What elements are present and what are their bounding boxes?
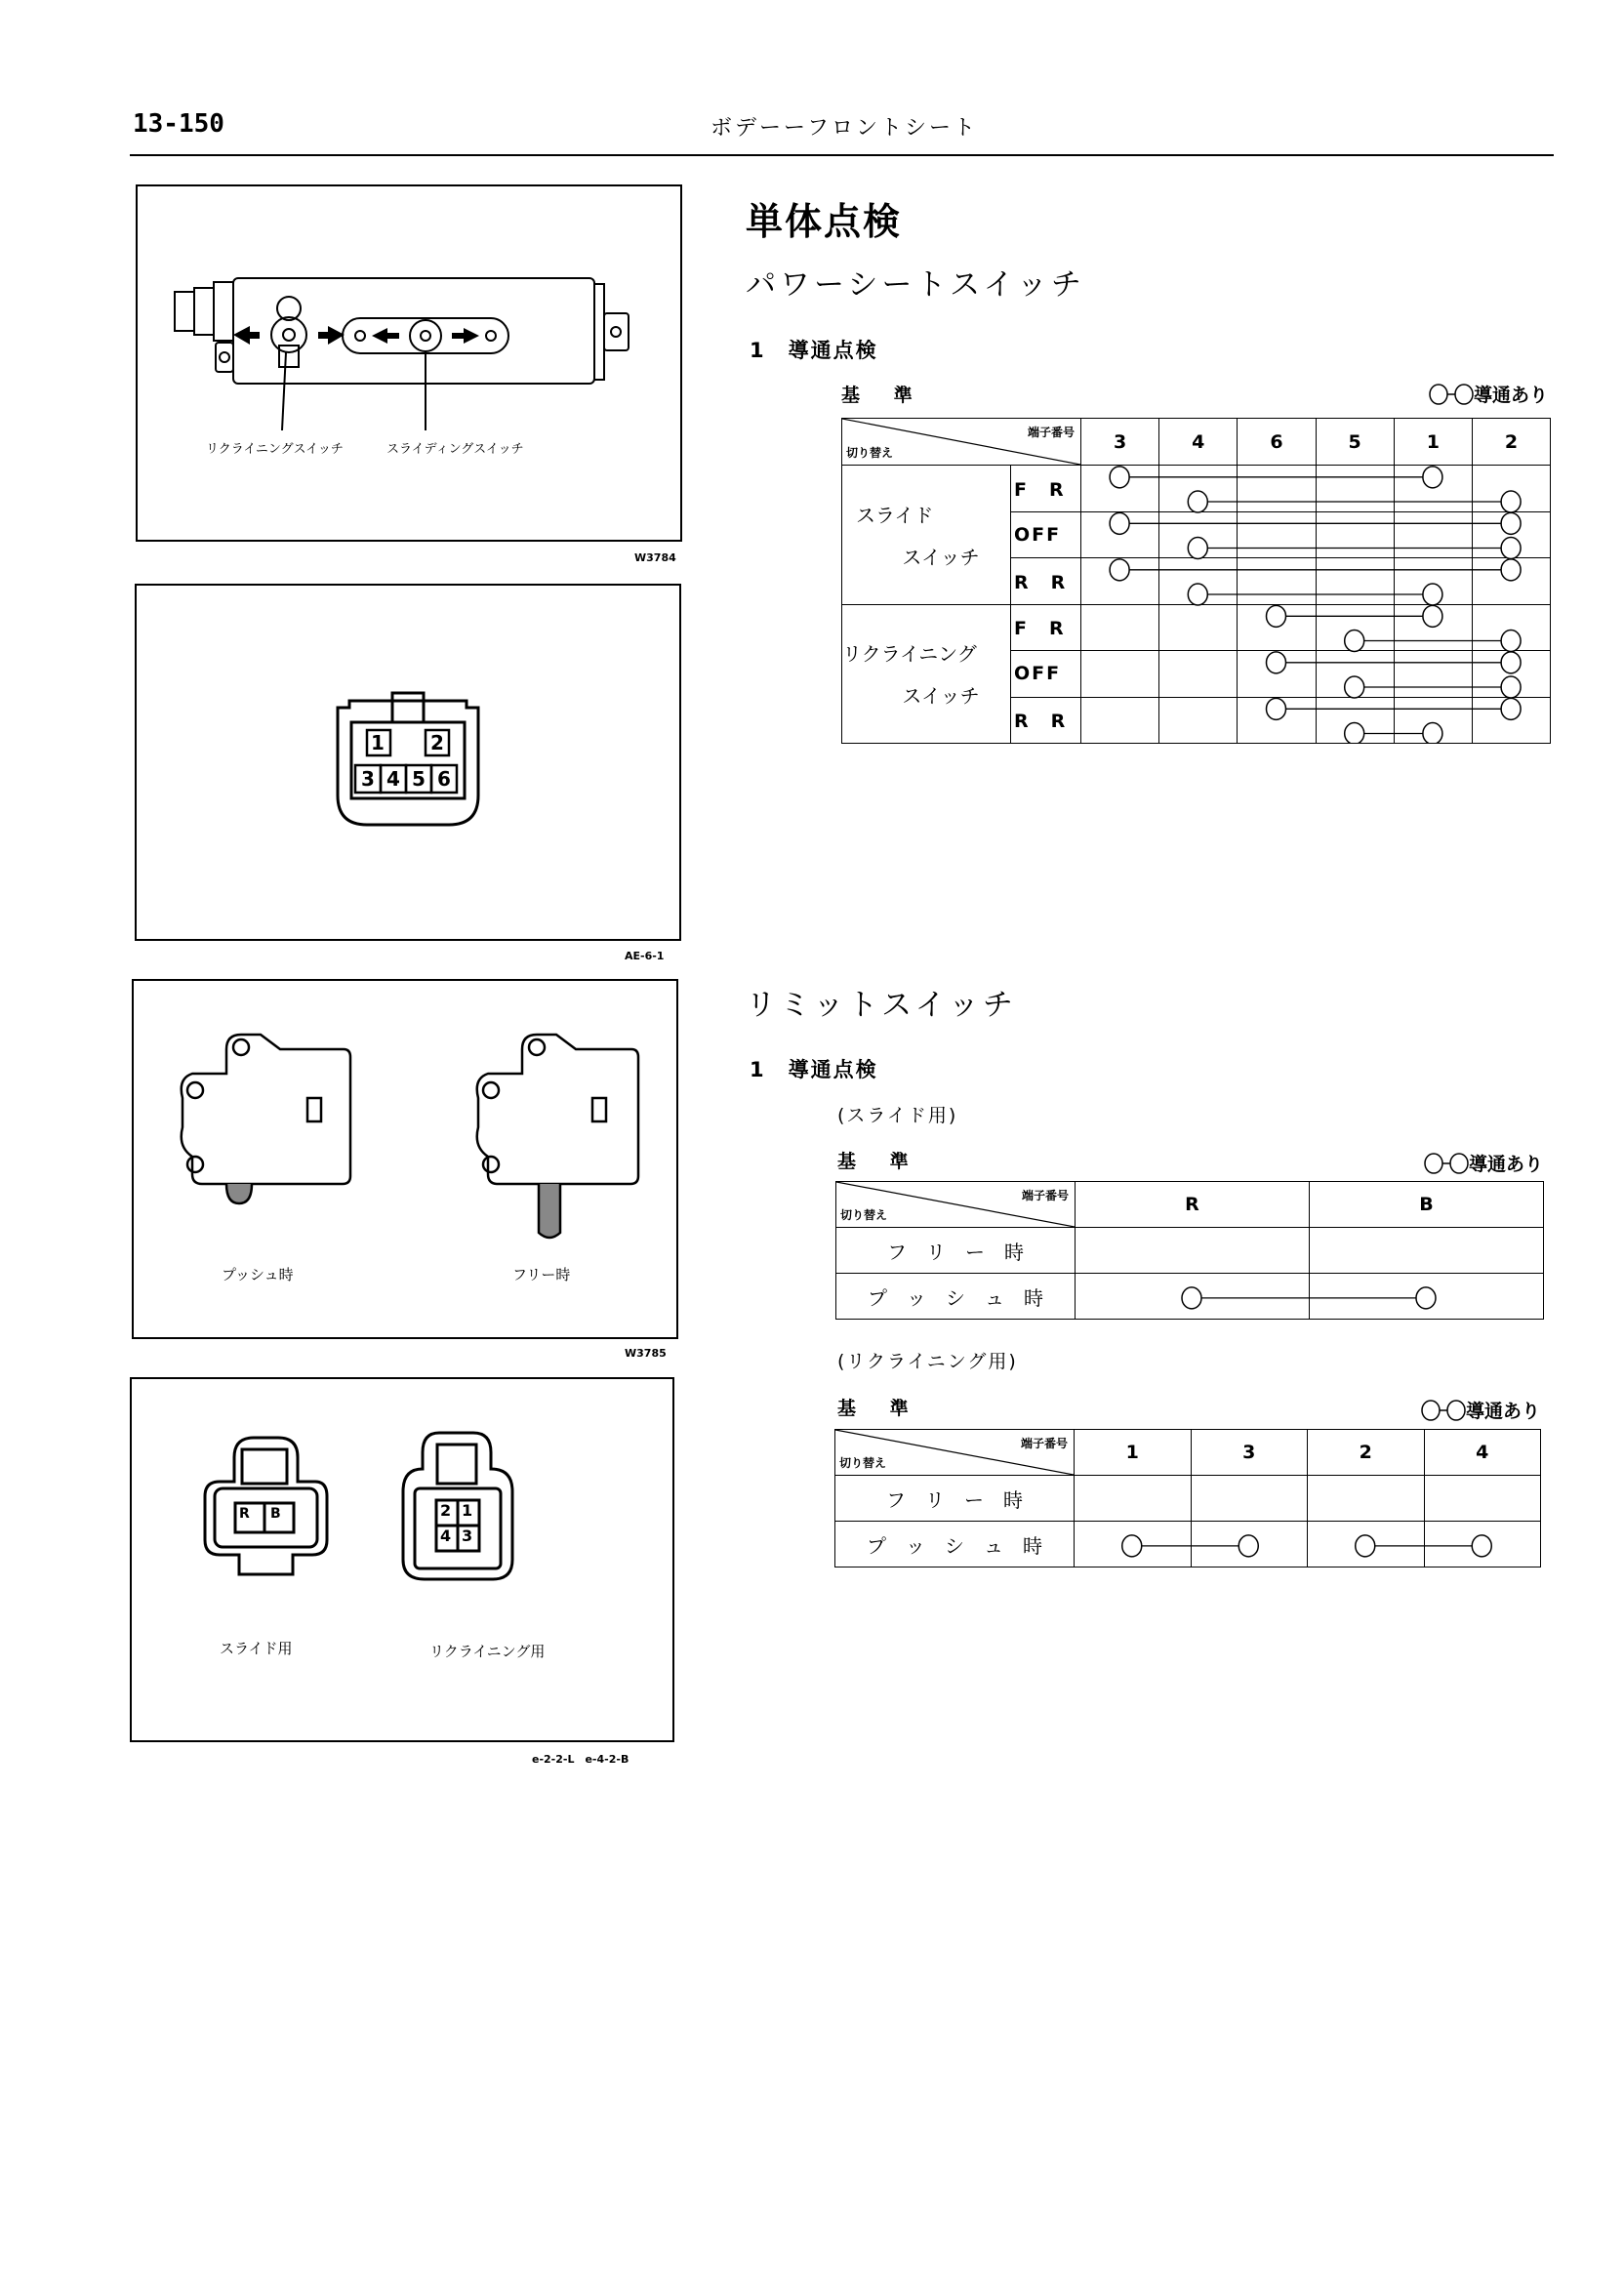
continuity-legend [1429,381,1548,407]
free-label: フリー時 [512,1266,571,1283]
terminal-number-label: 端子番号 [1021,1189,1069,1202]
slide-subtitle: (スライド用) [837,1105,958,1126]
pin-1: 1 [462,1501,473,1520]
power-seat-switch-drawing [138,186,680,540]
terminal-header-3: 3 [1081,419,1159,466]
terminal-header-R: R [1076,1182,1310,1228]
header-row [842,419,1551,466]
terminal-header-1: 1 [1075,1430,1192,1476]
cell-3 [1081,697,1159,744]
cell-2 [1472,511,1550,558]
cell-3 [1191,1476,1308,1522]
cell-4 [1159,558,1238,605]
cell-3 [1081,651,1159,698]
switch-state: フ リ ー 時 [835,1476,1075,1522]
continuity-check-step: 1 導通点検 [750,1058,878,1081]
recline-subtitle: (リクライニング用) [837,1351,1018,1372]
cell-6 [1238,466,1316,512]
cell-1 [1394,511,1472,558]
pin-1: 1 [371,731,385,754]
table-row [842,604,1551,651]
pin-2: 2 [440,1501,452,1520]
cell-5 [1316,466,1394,512]
switch-position: F R [1011,466,1081,512]
cell-R [1076,1228,1310,1274]
group-label-line2: スイッチ [902,684,980,709]
cell-6 [1238,604,1316,651]
cell-5 [1316,511,1394,558]
section-heading: 単体点検 [746,200,903,243]
cell-2 [1308,1476,1425,1522]
cell-4 [1159,604,1238,651]
continuity-symbol-icon [1421,1400,1466,1421]
cell-3 [1191,1522,1308,1568]
figure-power-seat-switch [136,184,682,542]
figure-code: W3784 [634,551,676,564]
cell-R [1076,1274,1310,1320]
switch-position: OFF [1011,511,1081,558]
header-row [836,1182,1544,1228]
limit-switch-drawing [134,981,676,1337]
page-number: 13-150 [133,109,224,139]
terminal-header-2: 2 [1472,419,1550,466]
pin-3: 3 [361,767,375,791]
terminal-number-label: 端子番号 [1027,426,1075,439]
switch-position: R R [1011,697,1081,744]
switch-state: プ ッ シ ュ 時 [836,1274,1076,1320]
cell-1 [1394,651,1472,698]
figure-code: AE-6-1 [625,950,665,962]
terminal-header-5: 5 [1316,419,1394,466]
terminal-number-label: 端子番号 [1020,1437,1068,1450]
figure-limit-switch-connectors [130,1377,674,1742]
cell-2 [1472,651,1550,698]
table-row [835,1476,1541,1522]
cell-B [1310,1274,1544,1320]
pin-5: 5 [412,767,426,791]
group-label-line1: スライド [856,503,934,527]
corner-cell [835,1430,1075,1476]
pin-6: 6 [437,767,451,791]
criteria-label: 基 準 [841,385,926,406]
switch-position: F R [1011,604,1081,651]
continuity-symbol-icon [1429,384,1474,405]
switch-position: R R [1011,558,1081,605]
cell-4 [1424,1476,1541,1522]
legend-text: 導通あり [1465,1401,1540,1422]
limit-switch-heading: リミットスイッチ [746,988,1017,1023]
terminal-header-B: B [1310,1182,1544,1228]
connector-drawing [137,586,679,939]
terminal-header-2: 2 [1308,1430,1425,1476]
continuity-symbol-icon [1424,1153,1469,1174]
terminal-header-3: 3 [1191,1430,1308,1476]
pin-3: 3 [462,1527,473,1545]
continuity-check-step: 1 導通点検 [750,339,878,362]
table-row [836,1228,1544,1274]
cell-2 [1472,466,1550,512]
header-rule [130,154,1554,156]
continuity-table [841,418,1551,744]
switch-group-label [842,466,1011,605]
cell-B [1310,1228,1544,1274]
cell-2 [1472,697,1550,744]
legend-text: 導通あり [1468,1154,1543,1175]
cell-4 [1159,697,1238,744]
pin-4: 4 [440,1527,452,1545]
table-row [842,466,1551,512]
header-row [835,1430,1541,1476]
cell-6 [1238,511,1316,558]
cell-4 [1424,1522,1541,1568]
cell-5 [1316,651,1394,698]
terminal-header-6: 6 [1238,419,1316,466]
figure-code: e-2-2-L e-4-2-B [532,1753,629,1766]
switch-group-label [842,604,1011,744]
limit-connectors-drawing [132,1379,672,1740]
group-label-line2: スイッチ [902,545,980,569]
switch-state: フ リ ー 時 [836,1228,1076,1274]
cell-1 [1394,558,1472,605]
cell-2 [1472,604,1550,651]
pin-2: 2 [430,731,444,754]
cell-1 [1075,1522,1192,1568]
figure-limit-switch [132,979,678,1339]
terminal-header-4: 4 [1159,419,1238,466]
terminal-header-4: 4 [1424,1430,1541,1476]
switch-position: OFF [1011,651,1081,698]
recline-switch-label: リクライニングスイッチ [206,442,344,457]
terminal-header-1: 1 [1394,419,1472,466]
cell-4 [1159,511,1238,558]
group-label-line1: リクライニング [842,642,977,667]
push-label: プッシュ時 [222,1266,294,1283]
cell-6 [1238,558,1316,605]
slide-label: スライド用 [220,1640,293,1657]
cell-5 [1316,604,1394,651]
cell-6 [1238,697,1316,744]
pin-b: B [270,1506,281,1522]
cell-1 [1075,1476,1192,1522]
legend-text: 導通あり [1473,385,1548,406]
slide-switch-label: スライディングスイッチ [386,442,524,457]
criteria-label: 基 準 [837,1151,922,1172]
section-title: ボデーーフロントシート [710,116,978,141]
cell-1 [1394,604,1472,651]
cell-5 [1316,558,1394,605]
corner-cell [842,419,1081,466]
switch-position-label: 切り替え [846,446,894,460]
cell-3 [1081,558,1159,605]
continuity-table [834,1429,1541,1568]
pin-4: 4 [386,767,400,791]
table-row [835,1522,1541,1568]
cell-6 [1238,651,1316,698]
figure-code: W3785 [625,1347,667,1360]
cell-2 [1472,558,1550,605]
cell-1 [1394,697,1472,744]
cell-4 [1159,466,1238,512]
switch-position-label: 切り替え [839,1456,887,1470]
cell-1 [1394,466,1472,512]
power-seat-switch-heading: パワーシートスイッチ [746,267,1085,303]
cell-2 [1308,1522,1425,1568]
cell-5 [1316,697,1394,744]
cell-3 [1081,466,1159,512]
switch-position-label: 切り替え [840,1208,888,1222]
switch-state: プ ッ シ ュ 時 [835,1522,1075,1568]
recline-label: リクライニング用 [429,1643,546,1660]
continuity-legend [1424,1150,1543,1176]
cell-3 [1081,511,1159,558]
pin-r: R [239,1506,250,1522]
table-row [836,1274,1544,1320]
continuity-legend [1421,1397,1540,1423]
criteria-label: 基 準 [837,1398,922,1419]
cell-3 [1081,604,1159,651]
figure-switch-connector [135,584,681,941]
continuity-table [835,1181,1544,1320]
cell-4 [1159,651,1238,698]
corner-cell [836,1182,1076,1228]
